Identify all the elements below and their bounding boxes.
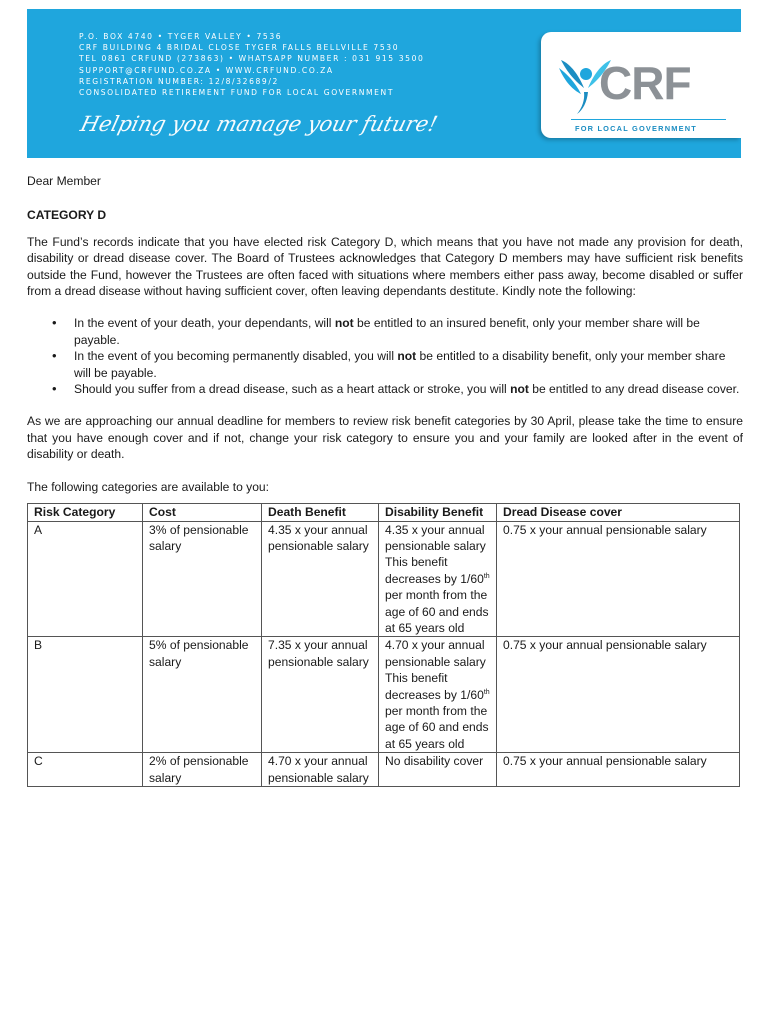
column-header: Cost: [143, 504, 262, 521]
letterhead-banner: [27, 9, 741, 158]
greeting: Dear Member: [27, 174, 101, 188]
list-item: • Should you suffer from a dread disease, such as a heart attack or stroke, you will not be entitled to any dread disease cover.: [74, 381, 743, 397]
list-item: • In the event of your death, your dependants, will not be entitled to an insured benefit, only your member share will be payable.: [74, 315, 743, 348]
slogan: Helping you manage your future!: [78, 112, 440, 136]
logo-subtitle: FOR LOCAL GOVERNMENT: [575, 124, 697, 133]
column-header: Dread Disease cover: [497, 504, 740, 521]
deadline-paragraph: As we are approaching our annual deadline for members to review risk benefit categories by 30 April, please take the time to ensure that you have enough cover and if not, change your risk category to ensure you and your family are looked after in the event of disability or death.: [27, 414, 743, 462]
cell-category: B: [28, 637, 143, 753]
cell-disability: 4.35 x your annual pensionable salary This benefit decreases by 1/60th per month from the age of 60 and ends at 65 years old: [379, 521, 497, 637]
logo-divider: [571, 119, 726, 120]
cell-dread: 0.75 x your annual pensionable salary: [497, 753, 740, 787]
logo-text: CRF: [599, 57, 691, 109]
cell-disability: No disability cover: [379, 753, 497, 787]
address-line: P.O. BOX 4740 • TYGER VALLEY • 7536: [79, 32, 283, 41]
address-line: SUPPORT@CRFUND.CO.ZA • WWW.CRFUND.CO.ZA: [79, 65, 334, 75]
cell-dread: 0.75 x your annual pensionable salary: [497, 521, 740, 637]
notice-list: [27, 315, 743, 397]
address-block: [79, 31, 424, 98]
cell-death: 4.70 x your annual pensionable salary: [262, 753, 379, 787]
cell-cost: 2% of pensionable salary: [143, 753, 262, 787]
table-header-row: [28, 504, 740, 521]
letter-body: [27, 173, 743, 787]
cell-category: A: [28, 521, 143, 637]
cell-cost: 5% of pensionable salary: [143, 637, 262, 753]
list-item: • In the event of you becoming permanently disabled, you will not be entitled to a disability benefit, only your member share will be payable.: [74, 348, 743, 381]
address-line: TEL 0861 CRFUND (273863) • WHATSAPP NUMBER : 031 915 3500: [79, 54, 425, 64]
cell-category: C: [28, 753, 143, 787]
address-line: CRF BUILDING 4 BRIDAL CLOSE TYGER FALLS BELLVILLE 7530: [79, 43, 400, 53]
risk-category-table: [27, 503, 740, 787]
column-header: Disability Benefit: [379, 504, 497, 521]
address-line: CONSOLIDATED RETIREMENT FUND FOR LOCAL GOVERNMENT: [79, 88, 395, 98]
intro-paragraph: The Fund’s records indicate that you have elected risk Category D, which means that you have not made any provision for death, disability or dread disease cover. The Board of Trustees acknowledges that Category D members may have sufficient risk benefits outside the Fund, however the Trustees are often faced with situations where members either pass away, become disabled or suffer from a dread disease without having sufficient cover, often leaving dependants destitute. Kindly note the following:: [27, 234, 743, 299]
column-header: Death Benefit: [262, 504, 379, 521]
logo: [541, 32, 741, 138]
table-row: [28, 637, 740, 753]
category-heading: CATEGORY D: [27, 208, 107, 223]
table-row: [28, 753, 740, 787]
column-header: Risk Category: [28, 504, 143, 521]
cell-disability: 4.70 x your annual pensionable salary This benefit decreases by 1/60th per month from the age of 60 and ends at 65 years old: [379, 637, 497, 753]
cell-dread: 0.75 x your annual pensionable salary: [497, 637, 740, 753]
table-intro: The following categories are available to you:: [27, 479, 270, 494]
cell-death: 4.35 x your annual pensionable salary: [262, 521, 379, 637]
address-line: REGISTRATION NUMBER: 12/8/32689/2: [79, 76, 279, 86]
cell-death: 7.35 x your annual pensionable salary: [262, 637, 379, 753]
table-row: [28, 521, 740, 637]
cell-cost: 3% of pensionable salary: [143, 521, 262, 637]
